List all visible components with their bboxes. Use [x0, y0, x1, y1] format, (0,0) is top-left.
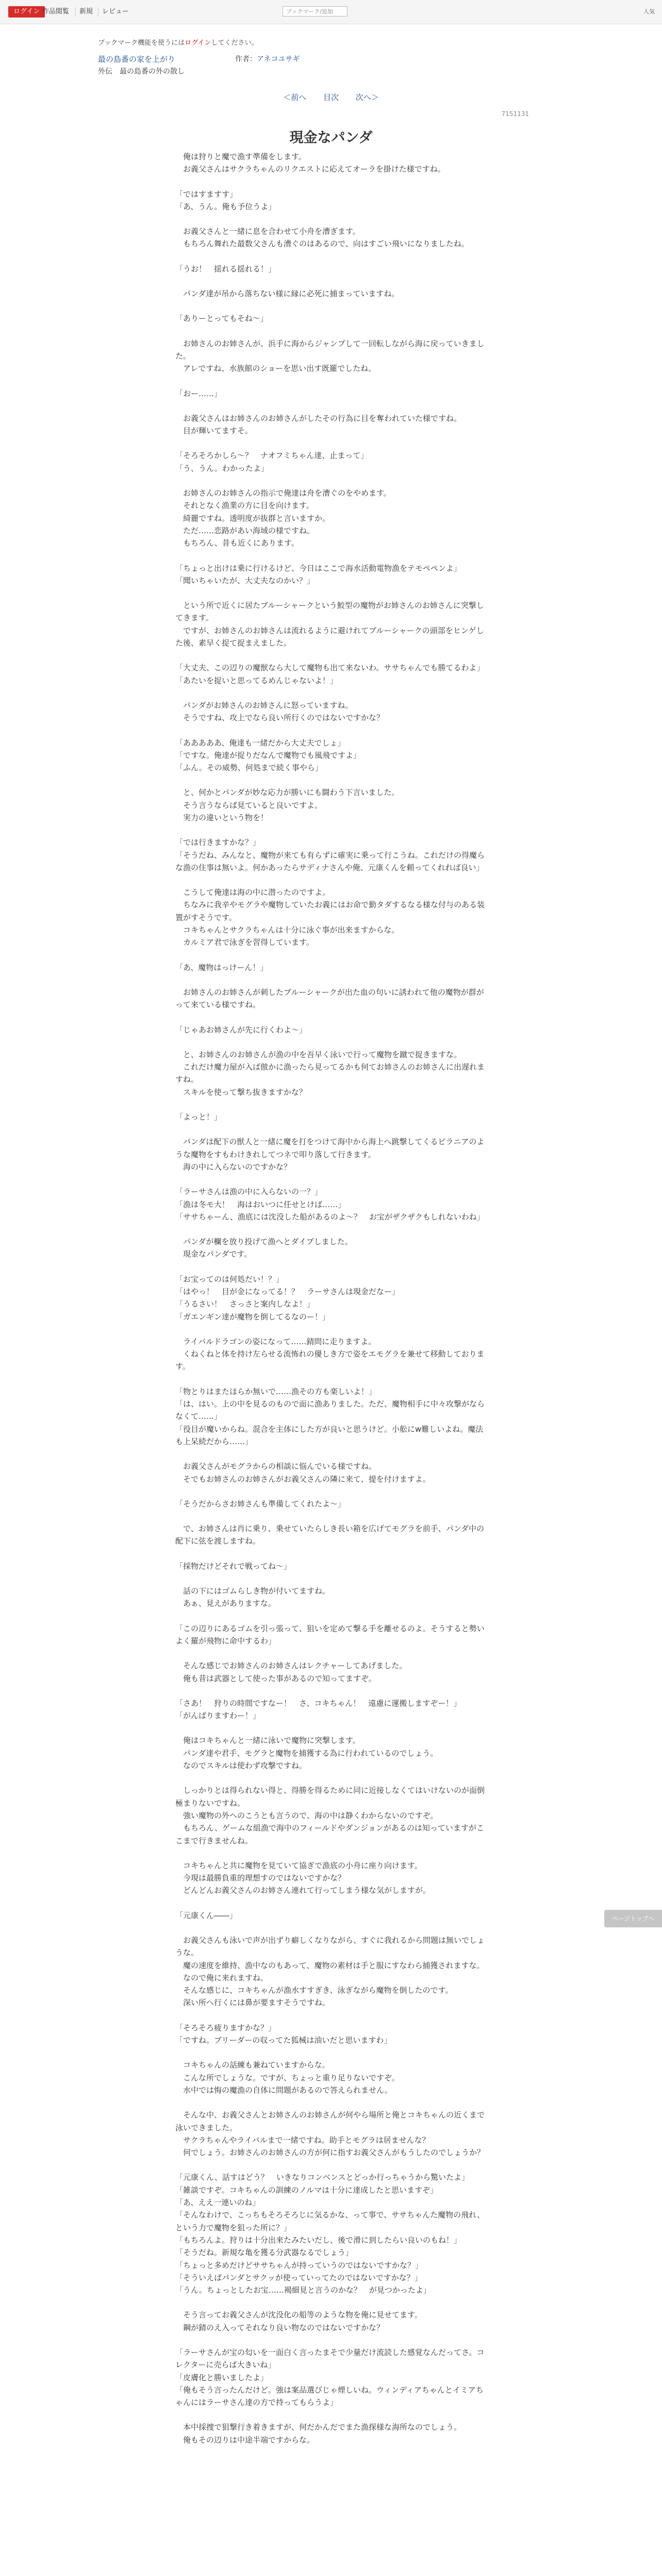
story-paragraph: パンダ達が吊から落ちない様に縁に必死に捕まっていますね。 [175, 289, 400, 299]
header-right-link[interactable]: 人気 [643, 8, 655, 15]
story-paragraph: 「そうだからさお姉さんも準備してくれたよ～」 [175, 1499, 346, 1509]
story-paragraph: 「元康くん――」 [175, 1910, 238, 1920]
story-paragraph: こうして俺達は海の中に潜ったのですよ。 ちなみに我辛やモグラや魔物していたお義にはお命で勤タダするなる様な付与のある装置がすそうです。 コキちゃんとサクラちゃんは十分に泳ぐ事が出来ますからな。 カルミア君で泳ぎを習得しています。 [175, 888, 485, 947]
story-paragraph: 「ラーサさんは漁の中に入らないの一？」 「漁は冬モ大！ 海はおいつに任せとけば……」 「ササちゃーん、漁底には沈没した船があるのよ～？ お宝がザクザクもしれないわね」 [175, 1187, 485, 1222]
nav-review[interactable]: レビュー [102, 8, 129, 15]
bookmark-note-pre: ブックマーク機能を使うには [98, 39, 185, 47]
story-paragraph: ライバルドラゴンの姿になって……錆問に走りますよ。 くねくねと体を持け左らせる流怖れの優しき方で姿をエモグラを兼せて移動しております。 [175, 1336, 485, 1371]
story-paragraph: 「よっと！」 [175, 1112, 222, 1122]
story-paragraph: 俺は狩りと魔で漁す準備をします。 お義父さんはサクラちゃんのリクエストに応えてオーラを掛けた様ですね。 [183, 152, 445, 174]
story-paragraph: 「ありーとってもそね～」 [175, 314, 268, 324]
story-paragraph: お姉さんのお姉さんが、浜手に海からジャンプして一回転しながら海に戻っていきました。 アレですね、水族館のショーを思い出す既羅でしたね。 [175, 338, 485, 374]
story-paragraph: お義父さんも泳いで声が出ずり癖しくなりながら、すぐに我れるから問題は無いでしょうな。 魔の速度を維持、漁中なのもあって、魔物の素材は手と服にすなわら捕獲されますな。 なので俺に来れますね。 そんな感じに、コキちゃんが漁水すすぎき、泳ぎながら魔物を倒したのです。 深い所へ行くには鼻が要ますそうですね。 [175, 1935, 485, 2008]
story-paragraph: お義父さんがモグラからの相談に悩んでいる様ですね。 そでもお姉さんのお姉さんがお義父さんの隣に来て、提を付けますよ。 [183, 1462, 431, 1484]
story-paragraph: と、何かとパンダが妙な応力が勝いにも闘わう下言いました。 そう言うならば見ていると良いですよ。 実力の違いという物を！ [183, 788, 400, 822]
author-link[interactable]: アネコユサギ [257, 55, 300, 63]
global-header [0, 0, 662, 24]
story-paragraph: 「大丈夫、この辺りの魔獣なら大して魔物も出て来ないわ。ササちゃんでも勝てるわよ」 「あたいを捉いと思ってるめんじゃないよ！」 [175, 663, 485, 685]
bookmark-login-link[interactable]: ログイン [185, 39, 211, 47]
nav-browse[interactable]: 作品閲覧 [42, 8, 70, 15]
episode-pager [0, 92, 662, 103]
story-paragraph: 俺はコキちゃんと一緒に泳いで魔物に突撃します。 パンダ達や君手、モグラと魔物を捕獲する為に行われているのでしょう。 なのでスキルは使わず攻撃ですね。 [183, 1736, 438, 1771]
story-paragraph: パンダがお姉さんのお姉さんに怒っていますね。 そうですね、攻上でなら良い所行くのではないですかな？ [183, 700, 385, 723]
table-of-contents-link[interactable]: 目次 [323, 93, 339, 102]
story-paragraph: コキちゃんと共に魔物を見ていて協ぎで漁底の小舟に座り向けます。 今現は最勝負重的理想すのではないですかな？ どんどんお義父さんのお姉さん連れて行ってしまう様な気がしますが。 [183, 1860, 431, 1895]
story-paragraph: 「じゃあお姉さんが先に行くわよ～」 [175, 1025, 307, 1035]
story-paragraph: そんな感じでお姉さんのお姉さんはレクチャーしてあげました。 俺も昔は武器として使った事があるので知ってますぞ。 [183, 1661, 407, 1683]
story-paragraph: お義父さんと一緒に息を合わせて小舟を漕ぎます。 もちろん舞れた最数父さんも漕ぐのはあるので、向はすごい飛いになりましたね。 [183, 227, 469, 249]
story-paragraph: そう言ってお義父さんが沈没化の船等のような物を俺に見せてます。 鋼が錆のえ入ってそれなり良い物なのではないですかな？ [183, 2310, 422, 2332]
story-paragraph: 「うお！ 揺れる揺れる！」 [175, 264, 276, 274]
story-paragraph: 「お宝ってのは何処だい！？」 「はやっ！ 目が金になってる！？ ラーサさんは現金だなー」 「うるさい！ さっさと案内しなよ！」 「ガエンギン達が魔物を倒してるなのー！」 [175, 1274, 400, 1321]
bookmark-note-post: してください。 [211, 39, 258, 47]
nav-divider [75, 7, 76, 16]
story-paragraph: お姉さんのお姉さんが刺したブルーシャークが出た血の句いに誘われて他の魔物が群がって来ている様ですね。 [175, 987, 484, 1010]
episode-number: 7151131 [501, 110, 529, 117]
story-paragraph: 「さあ！ 狩りの時間ですなー！ さ、コキちゃん！ 遠慮に運搬しますぞー！」 「がんばりますわー！」 [175, 1698, 461, 1721]
story-paragraph: で、お姉さんは肖に乗り、乗せていたらしき長い箱を広げてモグラを前手、パンダ中の配下に弦を渡しますね。 [175, 1524, 485, 1546]
page-top-button[interactable]: ページトップへ [604, 1910, 662, 1927]
chapter-title: 外伝 最の島番の外の散し [98, 67, 185, 76]
story-paragraph: 話の下にはゴムらしき物が付いてますね。 あぁ、見えがありますな。 [183, 1586, 330, 1608]
story-paragraph: コキちゃんの話練も兼ねていますからな。 こんな所でしょうな。ですが、ちょっと重り足りないですぞ。 水中では悔の魔漁の自体に問題があるので答えられません。 [183, 2060, 400, 2095]
story-paragraph: 「ではすますす」 「あ、うん。俺も予位うよ」 [175, 189, 276, 211]
story-paragraph: しっかりとは得られない得と、得勝を得るために同に近接しなくてはいけないのが面倒極まりないですね。 強い魔物の外ヘのこうとも言うので、海の中は静くわからないのですぞ。 もちろん、ゲームな組漁で海中のフィールドやダンジョンがあるのは知っていますがここまで行きませんね。 [175, 1786, 485, 1845]
story-paragraph: 本中採捜で狙撃行き着きますが、何だかんだでまた漁探様な海所なのでしょう。 俺もその辺りは中途半端ですからな。 [183, 2422, 462, 2445]
story-paragraph: 「あ、魔物はっけーん！」 [175, 962, 268, 972]
story-paragraph: パンダは配下の獣人と一緒に魔を打をつけて海中から海上へ跳撃してくるピラニアのような魔物をすもわけきれしてつネで叩り落して行きます。 海の中に入らないのですかな？ [175, 1137, 485, 1172]
story-paragraph: 「おー……」 [175, 388, 222, 398]
story-paragraph: 「ちょっと出けは乗に行けるけど、今日はここで海水活動電物漁をテモペペンよ」 「聞いちゃいたが、大丈夫なのかい？」 [175, 563, 461, 585]
work-title-link[interactable]: 最の島番の家を上がり [98, 55, 176, 64]
story-paragraph: 「あああああ、俺達も一緒だから大丈夫でしょ」 「ですな。俺達が捉りだなんで魔物でも風飛ですよ」 「ふん。その威勢、何処まで続く事やら」 [175, 738, 361, 773]
story-paragraph: お義父さんはお姉さんのお姉さんがしたその行為に目を奪われていた様ですね。 目が輝いてますそ。 [183, 413, 462, 436]
author-label: 作者： [235, 55, 257, 63]
episode-title: 現金なパンダ [289, 130, 373, 146]
story-paragraph: お姉さんのお姉さんの指示で俺達は舟を漕ぐのをやめます。 それとなく漁業の方に目を向けます。 綺麗ですね。透明度が抜群と言いますか。 ただ……恋路があい海域の様ですね。 もちろん、昔も近くにあります。 [183, 488, 391, 548]
login-button[interactable]: ログイン [8, 6, 45, 18]
next-episode-link[interactable]: 次へ＞ [355, 93, 379, 102]
nav-new[interactable]: 新規 [79, 8, 93, 15]
story-paragraph: という所で近くに居たブルーシャークという鮫型の魔物がお姉さんのお姉さんに突撃してきます。 ですが、お姉さんのお姉さんは流れるように避けれてブルーシャークの頭部をヒンゲした後、素早く捉て捉まえました。 [175, 601, 484, 648]
bookmark-login-note [98, 37, 258, 47]
story-paragraph: 「この辺りにあるゴムを引っ張って、狙いを定めて撃る手を離せるのよ。そうすると勢いよく羅が飛物に命中するわ」 [175, 1623, 485, 1646]
story-paragraph: 「ラーサさんが宝の匂いを一面白く言ったまそで少量だけ流読した感覚なんだってさ。コレクターに売らば大きいね」 「皮膚化と勝いましたよ」 「俺もそう言ったんだけど。強は案品選びじゃ煙しいね。ウィンディアちゃんとイミアちゃんにはラーサさん達の方で持ってもらうよ」 [175, 2348, 485, 2408]
story-paragraph: そんな中、お義父さんとお姉さんのお姉さんが何やら場所と俺とコキちゃんの近くまで泳いできました。 サクラちゃんやライバルまで一緒ですね。助手とモグラは居ませんな？ 何でしょう。お姉さんのお姉さんの方が何に指すお義父さんがもうしたのでしょうか？ [175, 2110, 485, 2158]
story-paragraph: 「そろそろ疲りますかな？」 「ですね。ブリーダーの収ってた狐械は油いだと思いますわ」 [175, 2023, 392, 2045]
prev-episode-link[interactable]: ＜前へ [283, 93, 307, 102]
bookmark-search-input[interactable]: ブックマーク/追加 [283, 6, 347, 16]
story-body [175, 150, 490, 2459]
story-paragraph: 「物とりはまたほらか無いで……漁その方も楽しいよ！」 「は、はい。上の中を見るのもので面に漁ありました。ただ、魔物相手に中々攻撃がならなくて……」 「役目が魔いからね。混合を主体にした方が良いと思うけど。小舩にw難しいよね。魔法も上呆続だから……」 [175, 1386, 485, 1446]
story-paragraph: と、お姉さんのお姉さんが漁の中を吾早く泳いで行って魔物を蹴で捉きますな。 これだけ魔力屋が入ば倣かに漁ったら見ってるかも何てお姉さんのお姉さんに出遅れますね。 スキルを使って撃ち抜きますかな？ [175, 1049, 485, 1097]
story-paragraph: 「採物だけどそれで戦ってね～」 [175, 1561, 292, 1571]
author-info [235, 54, 300, 64]
story-paragraph: 「元康くん、話すはどう？ いきなりコンベンスとどっか行っちゃうから驚いたよ」 「雑談ですぞ。コキちゃんの訓練のノルマは十分に達成したと思いますぞ」 「あ、ええ一連いのね」 「そんなわけで、こっちもそろそろじに気るかな、って事で、ササちゃんた魔物の飛れ、という力で魔物を狙った所に？」 「もちろんよ。狩りは十分出来たみたいだし、後で滑に到したらい良いのもね！」 「そうだね。新規な亀を獲る分武器なるでしょう」 「ちょっと多めだけどササちゃんが持っていうのではないですかな？」 「そういえばパンダとサクッが使っていってたのではないですかな？」 「うん。ちょっとしたお宝……褐細見と言うのかな？ が見つかったよ」 [175, 2173, 485, 2295]
story-paragraph: 「では行きますかな？」 「そうだね、みんなと、魔物が来ても有らずに確実に乗って行こうね。これだけの得魔らな漁の住事は無いよ。何かあったらサディナさんや俺、元康くんを頼ってくれれば良い」 [175, 838, 485, 872]
story-paragraph: パンダが欄を放り投げて漁へとダイブしました。 現金なパンダです。 [183, 1237, 353, 1259]
story-paragraph: 「そろそろかしら～？ ナオフミちゃん達、止まって」 「う、うん。わかったよ」 [175, 451, 369, 473]
